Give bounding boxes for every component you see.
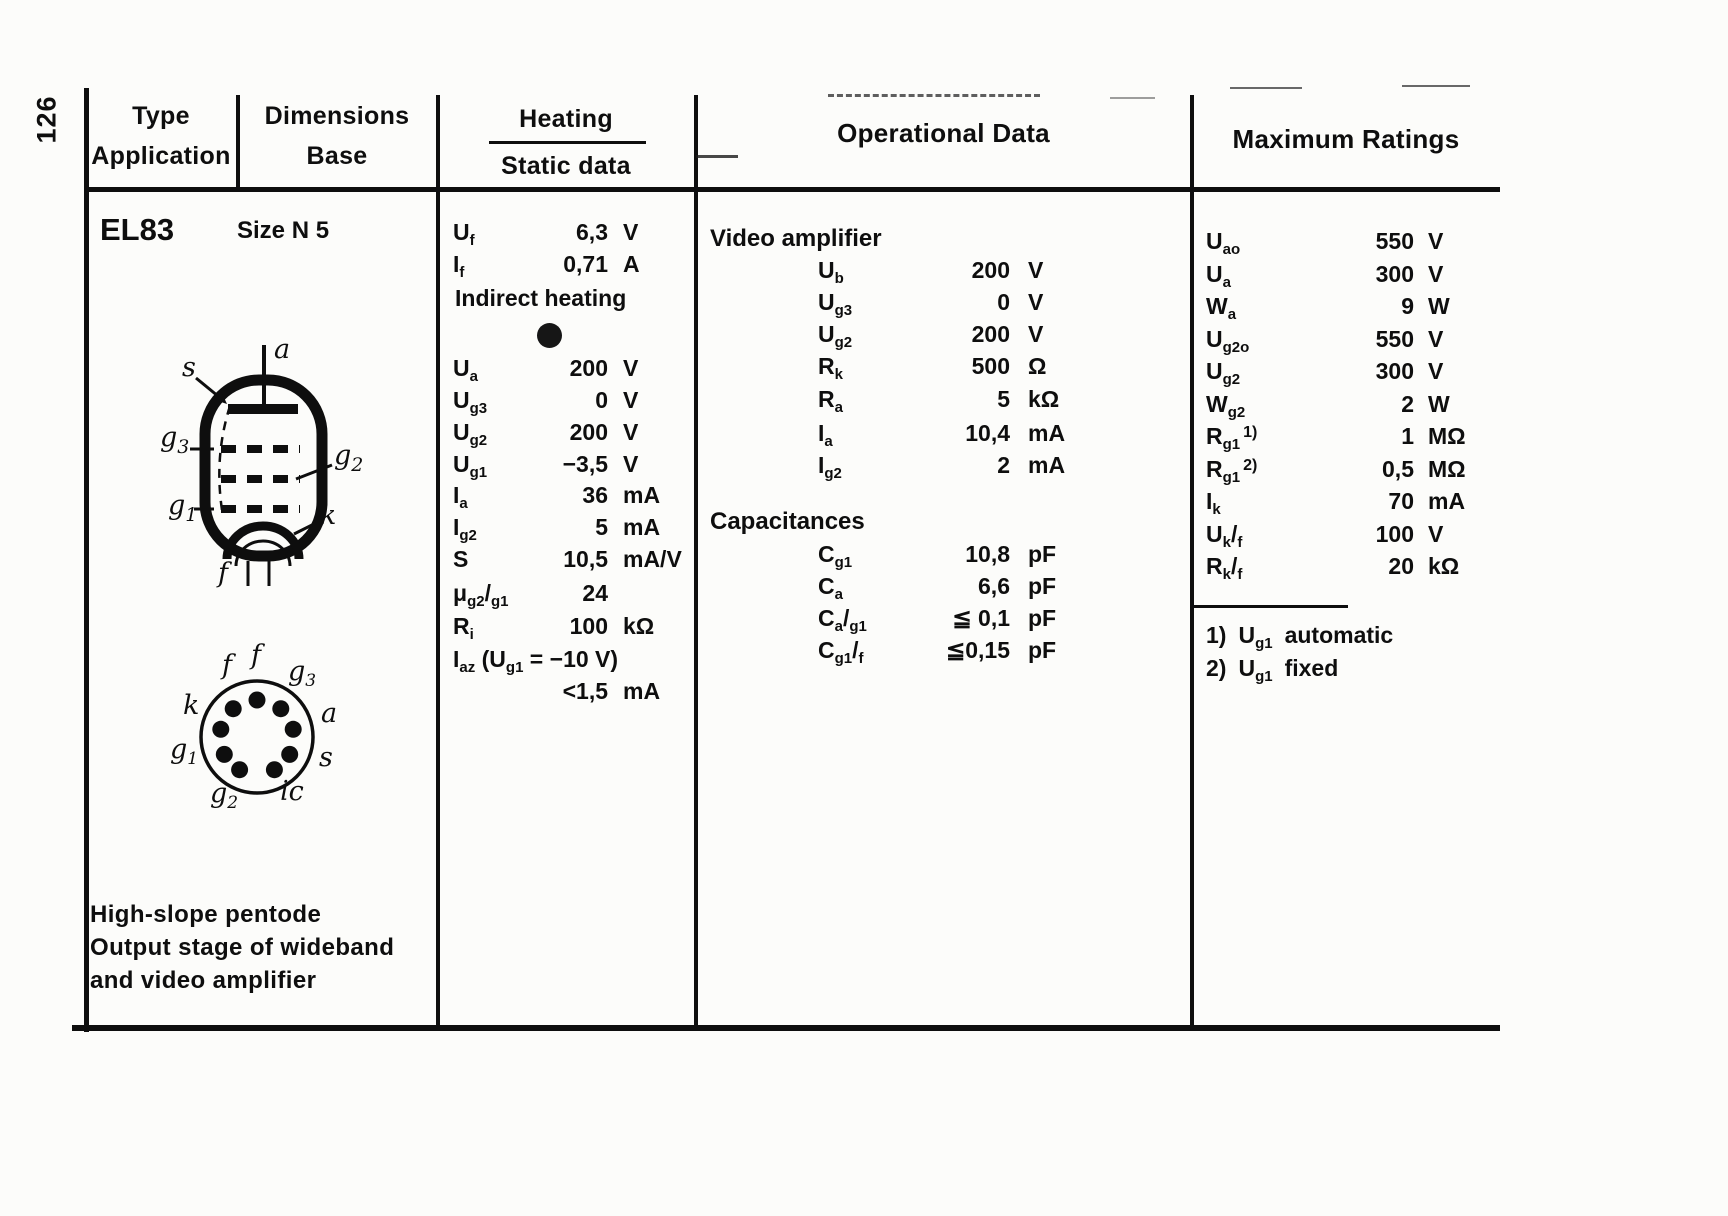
param-unit: kΩ xyxy=(623,613,655,639)
param-value: 2 xyxy=(1401,391,1414,417)
footnote-text: 1) $U_{g1}$ automatic xyxy=(1206,622,1394,652)
param-unit: V xyxy=(623,419,639,445)
param-unit: W xyxy=(1428,391,1450,417)
param-label: $U_{g2}$ xyxy=(453,419,488,449)
param-value: 6,3 xyxy=(576,219,608,245)
table-border-bottom xyxy=(72,1025,1500,1031)
pin-label-g3: $g_3$ xyxy=(288,656,317,691)
header-base: Base xyxy=(306,142,368,170)
pin-dot xyxy=(249,692,266,709)
param-value: 24 xyxy=(582,580,608,606)
param-unit: kΩ xyxy=(1028,386,1060,412)
param-label: $R_k/_f$ xyxy=(1206,553,1243,583)
param-unit: V xyxy=(1428,228,1444,254)
param-value: 200 xyxy=(569,355,608,381)
row-Ig2-static xyxy=(453,514,713,544)
param-unit: V xyxy=(1428,261,1444,287)
pin-label-g1: $g_1$ xyxy=(170,734,199,769)
param-value: 500 xyxy=(971,353,1010,379)
description-line: High-slope pentode xyxy=(90,901,322,928)
param-label: $U_b$ xyxy=(818,257,844,287)
footnote-divider xyxy=(1192,605,1348,608)
param-value: 36 xyxy=(582,482,608,508)
param-value: 200 xyxy=(569,419,608,445)
param-unit: V xyxy=(1028,289,1044,315)
param-label: $U_{g2}$ xyxy=(818,321,853,351)
row-Ub xyxy=(818,257,1088,287)
header-dimensions: Dimensions xyxy=(264,102,410,130)
param-label: $U_{g1}$ xyxy=(453,451,488,481)
param-unit: V xyxy=(1428,358,1444,384)
row-Rg1-auto xyxy=(1206,423,1506,453)
param-value: 100 xyxy=(1375,521,1414,547)
shield-label: s xyxy=(182,352,196,383)
row-Uao xyxy=(1206,228,1506,258)
param-unit: MΩ xyxy=(1428,456,1466,482)
table-border-left xyxy=(84,88,89,1032)
pin-label-ic: ic xyxy=(280,776,304,807)
row-Ug3-op xyxy=(818,289,1088,319)
param-unit: mA xyxy=(1028,420,1066,446)
cathode-label: k xyxy=(320,500,337,531)
grid1-label: $g_1$ xyxy=(168,490,198,526)
pin-label-a: a xyxy=(321,698,338,729)
param-value: 10,5 xyxy=(563,546,608,572)
row-Rg1-fixed xyxy=(1206,456,1506,486)
header-underline xyxy=(85,187,1500,192)
param-unit: pF xyxy=(1028,637,1057,663)
param-label: $C_a/_{g1}$ xyxy=(818,605,867,635)
scan-artifact xyxy=(696,155,738,158)
row-Ia-static xyxy=(453,482,713,512)
param-value: 10,8 xyxy=(965,541,1010,567)
tube-size: Size N 5 xyxy=(237,217,330,244)
section-capacitances: Capacitances xyxy=(710,508,865,535)
grid2-label: $g_2$ xyxy=(334,440,364,476)
param-label: $W_a$ xyxy=(1206,293,1237,323)
filament-label: f xyxy=(218,558,228,589)
param-value: 0,71 xyxy=(563,251,608,277)
param-value: 5 xyxy=(997,386,1010,412)
param-label: S xyxy=(453,546,469,572)
row-Wg2 xyxy=(1206,391,1506,421)
param-unit: mA xyxy=(623,678,661,704)
footnote-text: 2) $U_{g1}$ fixed xyxy=(1206,655,1339,685)
row-Ug2-op xyxy=(818,321,1088,351)
param-value: ≦ 0,1 xyxy=(952,605,1010,631)
param-value: 0 xyxy=(997,289,1010,315)
row-Iaz-value xyxy=(453,678,713,708)
param-label: $I_a$ xyxy=(818,420,833,450)
row-Uf xyxy=(453,219,713,249)
param-label: $\mu_{g2}/_{g1}$ xyxy=(453,580,509,610)
param-value: 2 xyxy=(997,452,1010,478)
param-label: $I_a$ xyxy=(453,482,468,512)
param-label: $R_{g1}^{2)}$ xyxy=(1206,456,1258,486)
scan-artifact xyxy=(828,94,1040,97)
divider-dimensions-heating xyxy=(436,95,440,1028)
param-value: 200 xyxy=(971,321,1010,347)
header-static-data: Static data xyxy=(501,152,631,180)
anode-label: a xyxy=(274,334,291,365)
heating-static-divider xyxy=(489,141,646,144)
tube-type: EL83 xyxy=(100,212,175,247)
param-unit: V xyxy=(623,219,639,245)
param-unit: V xyxy=(1028,257,1044,283)
header-maximum-ratings: Maximum Ratings xyxy=(1232,124,1460,154)
row-Ca-g1 xyxy=(818,605,1088,635)
pin-label-s: s xyxy=(319,742,333,773)
param-unit: mA/V xyxy=(623,546,682,572)
row-Rk-f xyxy=(1206,553,1506,583)
row-S xyxy=(453,546,713,576)
param-value: 5 xyxy=(595,514,608,540)
param-unit: mA xyxy=(623,514,661,540)
scan-artifact xyxy=(1402,85,1470,87)
param-unit: A xyxy=(623,251,640,277)
param-label: $R_a$ xyxy=(818,386,843,416)
param-unit: pF xyxy=(1028,541,1057,567)
row-Ik xyxy=(1206,488,1506,518)
param-value: 1 xyxy=(1401,423,1414,449)
row-Iaz-condition xyxy=(453,646,713,676)
row-Wa xyxy=(1206,293,1506,323)
divider-operational-maximum xyxy=(1190,95,1194,1028)
param-unit: V xyxy=(1028,321,1044,347)
description-line: Output stage of wideband xyxy=(90,934,395,961)
param-label: $I_{az}$ ($U_{g1} = -10$ V) xyxy=(453,646,619,676)
scan-artifact xyxy=(1110,97,1155,99)
param-unit: W xyxy=(1428,293,1450,319)
row-Ug2-max xyxy=(1206,358,1506,388)
param-unit: V xyxy=(1428,521,1444,547)
param-label: $R_i$ xyxy=(453,613,474,643)
param-label: $U_{g2o}$ xyxy=(1206,326,1250,356)
row-Ra xyxy=(818,386,1088,416)
tube-symbol xyxy=(148,328,388,598)
header-application: Application xyxy=(91,142,231,170)
pin-dot xyxy=(212,721,229,738)
pin-label-k: k xyxy=(183,690,200,721)
param-unit: V xyxy=(623,387,639,413)
row-Cg1-f xyxy=(818,637,1088,667)
row-mu-g2-g1 xyxy=(453,580,713,610)
pin-dot xyxy=(231,761,248,778)
param-unit: V xyxy=(623,451,639,477)
param-value: 550 xyxy=(1375,228,1414,254)
param-unit: Ω xyxy=(1028,353,1047,379)
pin-dot xyxy=(272,700,289,717)
param-label: $U_{g3}$ xyxy=(453,387,488,417)
page-number: 126 xyxy=(31,94,62,144)
description-line: and video amplifier xyxy=(90,967,317,994)
param-value: <1,5 xyxy=(562,678,608,704)
param-unit: V xyxy=(1428,326,1444,352)
param-unit: mA xyxy=(1428,488,1466,514)
pin-label-g2: $g_2$ xyxy=(210,778,239,813)
pin-dot xyxy=(285,721,302,738)
param-value: 70 xyxy=(1388,488,1414,514)
param-label: $U_k/_f$ xyxy=(1206,521,1243,551)
param-label: $U_{g2}$ xyxy=(1206,358,1241,388)
param-label: $U_{g3}$ xyxy=(818,289,853,319)
grid3-label: $g_3$ xyxy=(160,422,190,458)
row-If xyxy=(453,251,713,281)
param-label: $I_k$ xyxy=(1206,488,1221,518)
pin-label-f1: f xyxy=(222,650,232,681)
row-Ri xyxy=(453,613,713,643)
param-unit: pF xyxy=(1028,605,1057,631)
param-label: $C_{g1}/_f$ xyxy=(818,637,864,667)
param-label: $R_{g1}^{1)}$ xyxy=(1206,423,1258,453)
param-value: 20 xyxy=(1388,553,1414,579)
param-label: $U_{ao}$ xyxy=(1206,228,1241,258)
param-label: $I_{g2}$ xyxy=(453,514,477,544)
row-Cg1 xyxy=(818,541,1088,571)
param-value: 200 xyxy=(971,257,1010,283)
param-value: 6,6 xyxy=(978,573,1010,599)
param-label: $C_a$ xyxy=(818,573,843,603)
param-label: $R_k$ xyxy=(818,353,843,383)
param-value: 0 xyxy=(595,387,608,413)
application-description xyxy=(90,898,394,997)
param-unit: pF xyxy=(1028,573,1057,599)
row-Uk-f xyxy=(1206,521,1506,551)
param-value: 300 xyxy=(1375,358,1414,384)
header-heating: Heating xyxy=(519,105,613,133)
row-Ig2-op xyxy=(818,452,1088,482)
param-unit: mA xyxy=(1028,452,1066,478)
param-value: ≦0,15 xyxy=(945,637,1010,663)
header-type: Type xyxy=(132,102,190,130)
param-value: 300 xyxy=(1375,261,1414,287)
param-unit: V xyxy=(623,355,639,381)
param-value: 9 xyxy=(1401,293,1414,319)
row-Ug2o xyxy=(1206,326,1506,356)
param-value: 10,4 xyxy=(965,420,1010,446)
param-label: $W_{g2}$ xyxy=(1206,391,1246,421)
pin-dot xyxy=(225,700,242,717)
scan-artifact xyxy=(1230,87,1302,89)
row-Rk xyxy=(818,353,1088,383)
header-operational-data: Operational Data xyxy=(837,118,1050,148)
param-unit: mA xyxy=(623,482,661,508)
param-value: 100 xyxy=(569,613,608,639)
row-Ua-static xyxy=(453,355,713,385)
section-video-amplifier: Video amplifier xyxy=(710,225,882,252)
indirect-heating-mark xyxy=(537,323,562,348)
row-Ug1-static xyxy=(453,451,713,481)
param-label: $U_a$ xyxy=(1206,261,1231,291)
indirect-heating-label: Indirect heating xyxy=(455,285,627,311)
row-Ua-max xyxy=(1206,261,1506,291)
param-value: −3,5 xyxy=(562,451,608,477)
row-Ug3-static xyxy=(453,387,713,417)
row-Ca xyxy=(818,573,1088,603)
param-value: 0,5 xyxy=(1382,456,1414,482)
shield-dashed-line xyxy=(219,406,230,510)
pin-dot xyxy=(281,746,298,763)
row-Ia-op xyxy=(818,420,1088,450)
param-unit: MΩ xyxy=(1428,423,1466,449)
row-Ug2-static xyxy=(453,419,713,449)
param-label: $U_a$ xyxy=(453,355,478,385)
pin-dot xyxy=(216,746,233,763)
pin-label-f2: f xyxy=(251,640,261,671)
param-label: $C_{g1}$ xyxy=(818,541,853,571)
param-label: $U_f$ xyxy=(453,219,475,249)
param-label: $I_{g2}$ xyxy=(818,452,842,482)
param-label: $I_f$ xyxy=(453,251,465,281)
param-unit: kΩ xyxy=(1428,553,1460,579)
param-value: 550 xyxy=(1375,326,1414,352)
